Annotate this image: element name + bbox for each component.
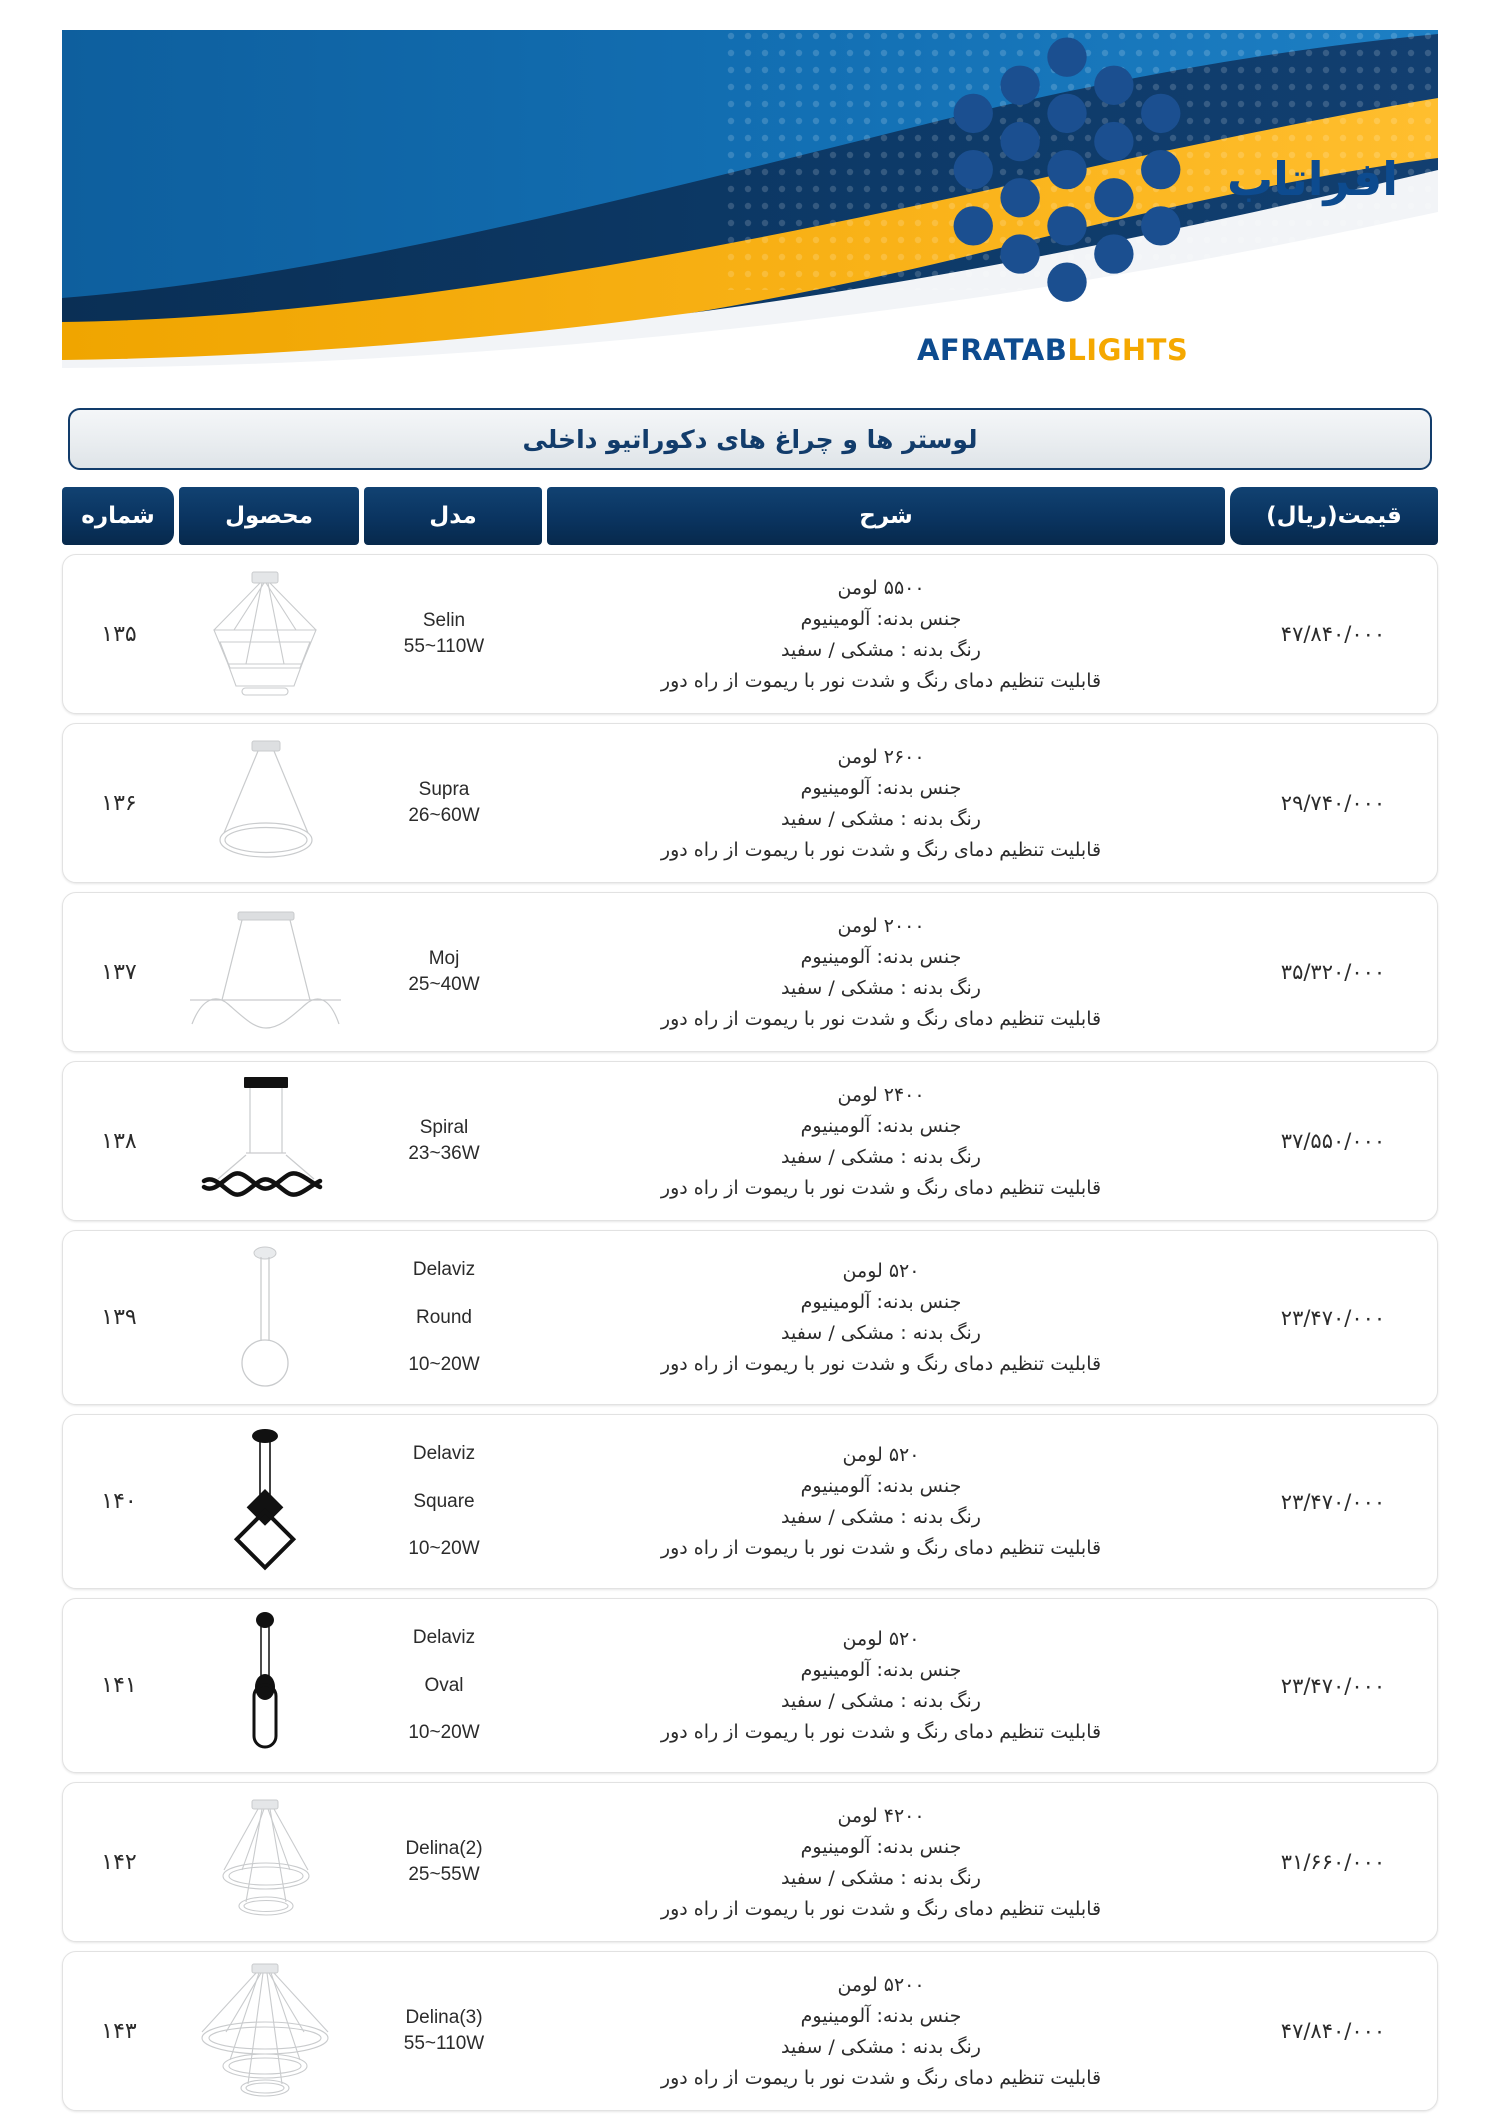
description-line: جنس بدنه: آلومینیوم: [800, 1291, 962, 1313]
model-line: 10~20W: [408, 1538, 480, 1560]
model-cell: [355, 1599, 533, 1772]
delaviz-oval-pendant-icon: [190, 1611, 340, 1761]
description-line: جنس بدنه: آلومینیوم: [800, 1475, 962, 1497]
description-line: قابلیت تنظیم دمای رنگ و شدت نور با ریموت از راه دور: [660, 1007, 1102, 1030]
model-line: Delaviz: [412, 1627, 476, 1649]
table-row[interactable]: [62, 1951, 1438, 2111]
row-number-cell: ۱۳۵: [101, 621, 137, 647]
description-cell: [533, 1231, 1229, 1404]
model-line: Square: [413, 1490, 475, 1512]
price-cell: ۲۹/۷۴۰/۰۰۰: [1280, 791, 1386, 815]
description-line: ۵۲۰ لومن: [842, 1444, 920, 1466]
spiral-pendant-icon: [188, 1075, 343, 1207]
model-line: Supra: [418, 779, 470, 801]
product-image-cell: [175, 1062, 355, 1220]
description-line: رنگ بدنه : مشکی / سفید: [781, 807, 981, 830]
delina3-three-ring-pendant-icon: [186, 1960, 344, 2102]
model-line: Delaviz: [412, 1259, 476, 1281]
description-line: جنس بدنه: آلومینیوم: [800, 945, 962, 968]
description-line: جنس بدنه: آلومینیوم: [800, 1659, 962, 1681]
row-number-cell: ۱۳۸: [101, 1128, 137, 1154]
description-line: جنس بدنه: آلومینیوم: [800, 776, 962, 799]
table-header-row: [62, 487, 1438, 545]
column-header-model: مدل: [364, 487, 542, 545]
price-cell: ۳۵/۳۲۰/۰۰۰: [1280, 960, 1386, 984]
model-cell: [355, 1783, 533, 1941]
description-line: قابلیت تنظیم دمای رنگ و شدت نور با ریموت از راه دور: [660, 1353, 1102, 1375]
description-cell: [533, 555, 1229, 713]
column-header-price: قیمت(ریال): [1230, 487, 1438, 545]
description-cell: [533, 1952, 1229, 2110]
description-line: ۲۰۰۰ لومن: [837, 914, 925, 937]
price-cell: ۴۷/۸۴۰/۰۰۰: [1280, 622, 1386, 646]
description-line: قابلیت تنظیم دمای رنگ و شدت نور با ریموت از راه دور: [660, 1721, 1102, 1743]
model-line: Selin: [422, 610, 466, 632]
description-line: ۵۵۰۰ لومن: [837, 576, 925, 599]
model-line: Spiral: [419, 1117, 469, 1139]
model-cell: [355, 893, 533, 1051]
description-line: قابلیت تنظیم دمای رنگ و شدت نور با ریموت از راه دور: [660, 1897, 1102, 1920]
model-cell: [355, 1415, 533, 1588]
hexagon-dot-grid-icon: [917, 30, 1217, 329]
table-row[interactable]: [62, 1782, 1438, 1942]
model-cell: [355, 1952, 533, 2110]
model-cell: [355, 1231, 533, 1404]
description-line: رنگ بدنه : مشکی / سفید: [781, 1506, 981, 1528]
description-cell: [533, 1599, 1229, 1772]
product-image-cell: [175, 1952, 355, 2110]
model-line: Delina(3): [405, 2007, 483, 2029]
description-line: جنس بدنه: آلومینیوم: [800, 2004, 962, 2027]
description-line: رنگ بدنه : مشکی / سفید: [781, 638, 981, 661]
moj-wave-pendant-icon: [188, 906, 343, 1038]
description-line: رنگ بدنه : مشکی / سفید: [781, 1690, 981, 1712]
brand-logo: [917, 30, 1398, 367]
description-line: ۲۴۰۰ لومن: [837, 1083, 925, 1106]
header-banner: [62, 30, 1438, 375]
logo-afratab-text: AFRATAB: [916, 333, 1068, 367]
row-number-cell: ۱۳۹: [101, 1305, 137, 1330]
row-number-cell: ۱۴۱: [101, 1673, 137, 1698]
model-cell: [355, 1062, 533, 1220]
description-cell: [533, 1415, 1229, 1588]
model-line: Delina(2): [405, 1838, 483, 1860]
description-line: قابلیت تنظیم دمای رنگ و شدت نور با ریموت از راه دور: [660, 838, 1102, 861]
section-title-bar: [68, 408, 1432, 470]
description-line: قابلیت تنظیم دمای رنگ و شدت نور با ریموت از راه دور: [660, 669, 1102, 692]
logo-top-row: [917, 30, 1398, 329]
model-line: Round: [416, 1306, 472, 1328]
description-line: رنگ بدنه : مشکی / سفید: [781, 1145, 981, 1168]
description-line: قابلیت تنظیم دمای رنگ و شدت نور با ریموت از راه دور: [660, 1537, 1102, 1559]
row-number-cell: ۱۳۶: [101, 790, 137, 816]
description-line: جنس بدنه: آلومینیوم: [800, 1835, 962, 1858]
product-image-cell: [175, 1599, 355, 1772]
description-line: رنگ بدنه : مشکی / سفید: [781, 1322, 981, 1344]
product-image-cell: [175, 1415, 355, 1588]
row-number-cell: ۱۴۰: [101, 1489, 137, 1514]
delaviz-square-pendant-icon: [190, 1427, 340, 1577]
row-number-cell: ۱۴۳: [101, 2018, 137, 2044]
model-line: 25~40W: [408, 974, 480, 995]
description-line: رنگ بدنه : مشکی / سفید: [781, 2035, 981, 2058]
description-line: ۵۲۰ لومن: [842, 1260, 920, 1282]
price-cell: ۲۳/۴۷۰/۰۰۰: [1280, 1489, 1386, 1514]
description-cell: [533, 1783, 1229, 1941]
description-line: قابلیت تنظیم دمای رنگ و شدت نور با ریموت از راه دور: [660, 2066, 1102, 2089]
row-number-cell: ۱۳۷: [101, 959, 137, 985]
model-line: Oval: [424, 1674, 464, 1696]
description-line: رنگ بدنه : مشکی / سفید: [781, 976, 981, 999]
model-line: 10~20W: [408, 1722, 480, 1744]
column-header-description: شرح: [547, 487, 1225, 545]
price-cell: ۲۳/۴۷۰/۰۰۰: [1280, 1673, 1386, 1698]
price-cell: ۳۷/۵۵۰/۰۰۰: [1280, 1129, 1386, 1153]
logo-lights-text: LIGHTS: [1067, 333, 1189, 367]
model-cell: [355, 555, 533, 713]
description-line: رنگ بدنه : مشکی / سفید: [781, 1866, 981, 1889]
price-cell: ۳۱/۶۶۰/۰۰۰: [1280, 1850, 1386, 1874]
product-image-cell: [175, 893, 355, 1051]
logo-farsi-wordmark: افراتاب: [1226, 152, 1398, 206]
description-cell: [533, 724, 1229, 882]
description-line: ۵۲۰۰ لومن: [837, 1973, 925, 1996]
logo-latin-wordmark: [917, 333, 1188, 367]
price-cell: ۲۳/۴۷۰/۰۰۰: [1280, 1305, 1386, 1330]
description-cell: [533, 1062, 1229, 1220]
description-line: قابلیت تنظیم دمای رنگ و شدت نور با ریموت از راه دور: [660, 1176, 1102, 1199]
row-number-cell: ۱۴۲: [101, 1849, 137, 1875]
description-line: جنس بدنه: آلومینیوم: [800, 1114, 962, 1137]
supra-ring-pendant-icon: [190, 737, 340, 869]
table-row[interactable]: [62, 1061, 1438, 1221]
description-line: جنس بدنه: آلومینیوم: [800, 607, 962, 630]
table-row[interactable]: [62, 1598, 1438, 1773]
table-row[interactable]: [62, 892, 1438, 1052]
model-line: 26~60W: [408, 805, 480, 826]
table-row[interactable]: [62, 1414, 1438, 1589]
selin-pendant-icon: [190, 568, 340, 700]
model-line: 55~110W: [403, 636, 485, 657]
description-line: ۲۶۰۰ لومن: [837, 745, 925, 768]
product-image-cell: [175, 1783, 355, 1941]
model-line: Moj: [428, 948, 460, 970]
description-cell: [533, 893, 1229, 1051]
column-header-number: شماره: [62, 487, 174, 545]
model-cell: [355, 724, 533, 882]
description-line: ۵۲۰ لومن: [842, 1628, 920, 1650]
product-image-cell: [175, 1231, 355, 1404]
delina2-two-ring-pendant-icon: [190, 1796, 340, 1928]
product-image-cell: [175, 724, 355, 882]
table-row[interactable]: [62, 554, 1438, 714]
product-image-cell: [175, 555, 355, 713]
description-line: ۴۲۰۰ لومن: [837, 1804, 925, 1827]
section-title-text: لوستر ها و چراغ های دکوراتیو داخلی: [522, 424, 978, 454]
price-cell: ۴۷/۸۴۰/۰۰۰: [1280, 2019, 1386, 2043]
table-row[interactable]: [62, 723, 1438, 883]
model-line: 23~36W: [408, 1143, 480, 1164]
delaviz-round-pendant-icon: [190, 1243, 340, 1393]
model-line: Delaviz: [412, 1443, 476, 1465]
product-table-body: [62, 554, 1438, 2120]
model-line: 55~110W: [403, 2033, 485, 2054]
table-row[interactable]: [62, 1230, 1438, 1405]
model-line: 25~55W: [408, 1864, 480, 1885]
column-header-product: محصول: [179, 487, 359, 545]
model-line: 10~20W: [408, 1354, 480, 1376]
